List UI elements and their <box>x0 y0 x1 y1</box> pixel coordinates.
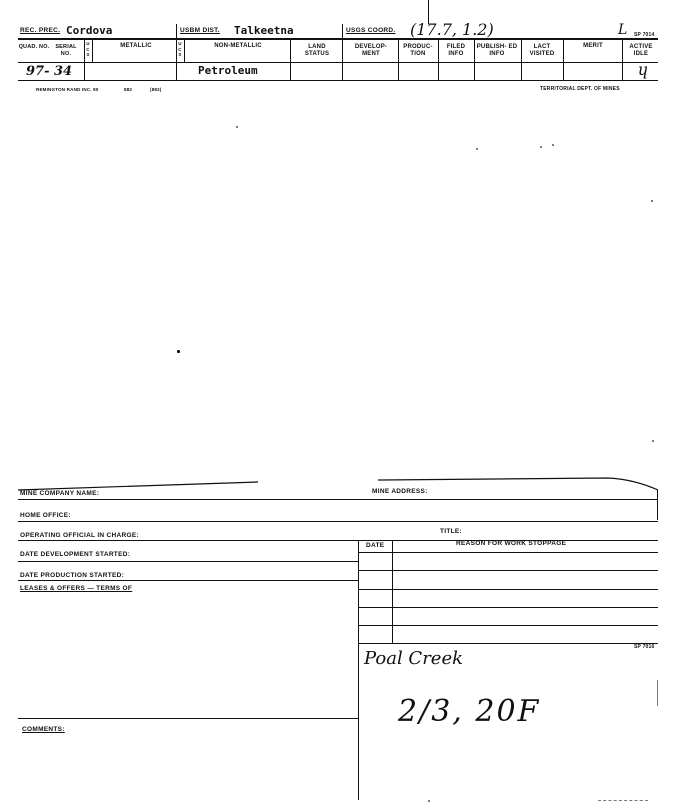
col-divider <box>184 40 185 62</box>
handwritten-note-2: 2/3, 20F <box>398 694 541 729</box>
header-footer-right: TERRITORIAL DEPT. OF MINES <box>540 86 620 92</box>
scan-speck <box>476 148 478 150</box>
form-rule <box>18 521 658 522</box>
form-number-bottom: SP 7016 <box>634 644 655 650</box>
scan-speck <box>177 350 180 353</box>
scan-speck <box>552 144 554 146</box>
header-footer-mid1: 882 <box>124 87 133 92</box>
col-development: DEVELOP- MENT <box>354 44 388 57</box>
usbm-dist-label: USBM DIST. <box>180 27 220 34</box>
col-nonmetallic-ucs: U C S <box>178 41 182 57</box>
scan-speck <box>236 126 238 128</box>
non-metallic-value: Petroleum <box>198 64 258 77</box>
row-bottom-rule <box>18 80 658 81</box>
stoppage-rule <box>358 643 658 644</box>
header-footer-left: REMINGTON RAND INC. 80 <box>36 87 99 92</box>
col-divider <box>438 40 439 80</box>
col-divider <box>290 40 291 80</box>
rec-prec-value: Cordova <box>66 24 113 37</box>
title-label: TITLE: <box>440 528 463 535</box>
col-metallic-ucs: U C S <box>86 41 90 57</box>
col-divider <box>563 40 564 80</box>
card-edge <box>18 470 658 492</box>
column-header-bottom-rule <box>18 62 658 63</box>
stoppage-rule <box>358 625 658 626</box>
scan-speck <box>652 440 654 442</box>
form-rule <box>18 718 358 719</box>
form-rule <box>18 580 358 581</box>
mine-company-name-label: MINE COMPANY NAME: <box>20 490 100 497</box>
scan-speck <box>540 146 542 148</box>
col-divider <box>521 40 522 80</box>
handwritten-note-1: Poal Creek <box>364 648 464 669</box>
date-production-label: DATE PRODUCTION STARTED: <box>20 572 125 579</box>
rec-prec-label: REC. PREC. <box>20 27 61 34</box>
stoppage-rule <box>358 589 658 590</box>
stoppage-date-header: DATE <box>366 542 385 549</box>
form-rule <box>18 561 358 562</box>
corner-mark: L <box>618 22 628 38</box>
usbm-dist-value: Talkeetna <box>234 24 294 37</box>
quad-serial-value: 97- 34 <box>26 64 73 79</box>
stoppage-rule <box>358 607 658 608</box>
col-non-metallic: NON-METALLIC <box>214 43 262 49</box>
mine-address-label: MINE ADDRESS: <box>372 488 428 495</box>
col-production: PRODUC- TION <box>403 44 433 57</box>
header-divider <box>342 24 343 80</box>
operating-official-label: OPERATING OFFICIAL IN CHARGE: <box>20 532 139 539</box>
home-office-label: HOME OFFICE: <box>20 512 71 519</box>
col-quad-no: QUAD. NO. <box>18 44 50 50</box>
usgs-coord-label: USGS COORD. <box>346 27 396 34</box>
col-filed-info: FILED INFO <box>446 44 466 57</box>
col-active-idle: ACTIVE IDLE <box>629 44 653 57</box>
scan-speck <box>651 200 653 202</box>
stoppage-rule <box>358 570 658 571</box>
form-rule <box>18 499 658 500</box>
col-metallic: METALLIC <box>120 43 152 49</box>
leases-label: LEASES & OFFERS — TERMS OF <box>20 585 133 592</box>
col-divider <box>92 40 93 62</box>
scan-speck <box>428 800 430 802</box>
stoppage-rule <box>358 552 658 553</box>
col-serial-no: SERIAL NO. <box>55 44 77 57</box>
stoppage-reason-header: REASON FOR WORK STOPPAGE <box>456 540 567 547</box>
col-divider <box>398 40 399 80</box>
header-row1-rule <box>18 39 658 40</box>
comments-label: COMMENTS: <box>22 726 65 733</box>
header-footer-mid2: (882) <box>150 87 162 92</box>
bottom-edge-mark <box>598 800 648 801</box>
col-published-info: PUBLISH- ED INFO <box>476 44 518 57</box>
col-last-visited: LACT VISITED <box>529 44 555 57</box>
right-edge-mark <box>657 490 658 520</box>
stoppage-left-rule <box>358 540 359 800</box>
col-land-status: LAND STATUS <box>304 44 330 57</box>
stoppage-date-divider <box>392 540 393 644</box>
usgs-coord-value: (17.7, 1.2) <box>410 20 494 39</box>
col-divider <box>474 40 475 80</box>
date-development-label: DATE DEVELOPMENT STARTED: <box>20 551 131 558</box>
active-idle-check: ɥ <box>638 60 649 79</box>
form-number-top: SP 7014 <box>634 32 655 38</box>
col-merit: MERIT <box>583 43 603 49</box>
col-divider <box>622 40 623 80</box>
right-edge-mark <box>657 680 658 706</box>
